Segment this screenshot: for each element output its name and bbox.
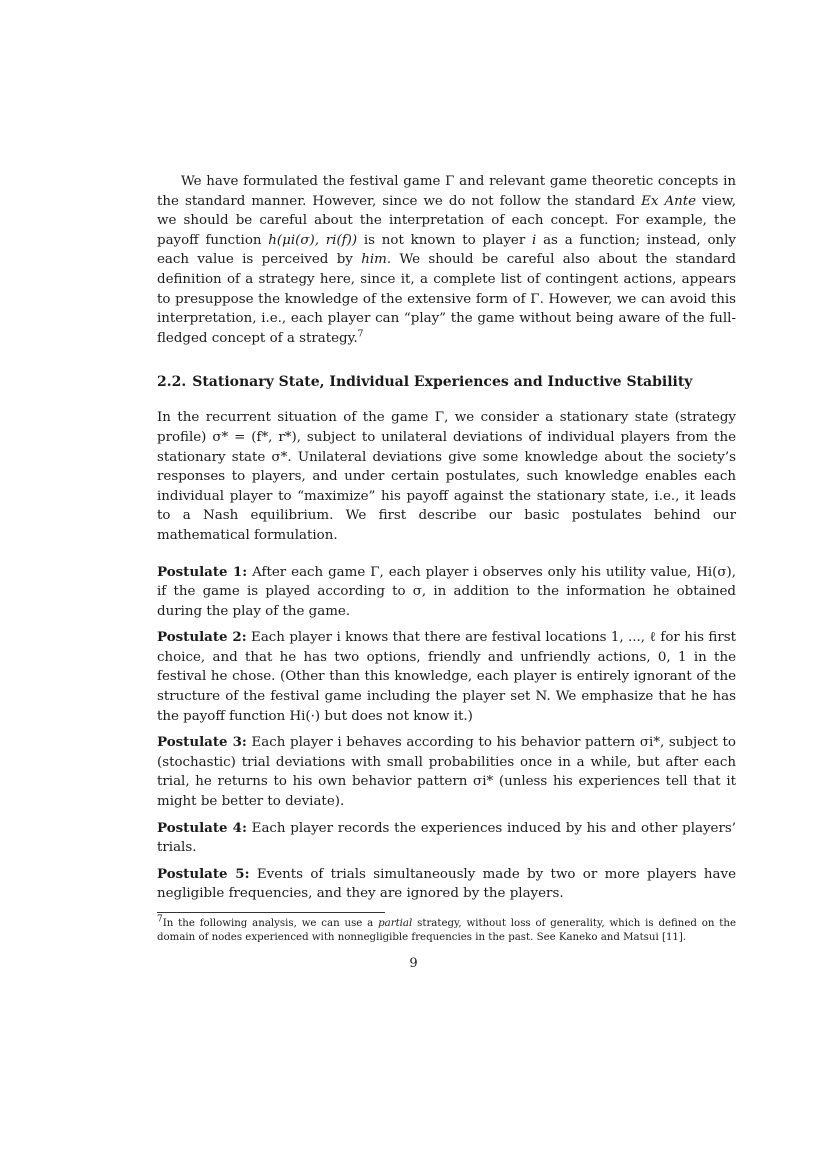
postulate-label: Postulate 3: xyxy=(157,734,247,751)
intro-paragraph: We have formulated the festival game Γ and relevant game theoretic concepts in the standard manner. However, since we do not follow the standard Ex Ante view, we should be careful about the interpretation of each concept. For example, the payoff function h(μi(σ), ri(f)) is not known to player i as a function; instead, only each value is perceived by him. We should be careful also about the standard definition of a strategy here, since it, a complete list of contingent actions, appears to presuppose the knowledge of the extensive form of Γ. However, we can avoid this interpretation, i.e., each player can “play” the game without being aware of the full-fledged concept of a strategy.$^7$ xyxy=(157,174,737,346)
page-number: 9 xyxy=(409,956,418,971)
section-number: 2.2. xyxy=(157,374,187,391)
section-heading xyxy=(157,374,736,390)
postulate-label: Postulate 5: xyxy=(157,865,250,882)
postulate-4 xyxy=(157,819,736,858)
page-body xyxy=(157,172,736,946)
section-title: Stationary State, Individual Experiences and Inductive Stability xyxy=(192,374,693,391)
postulate-text: Each player i knows that there are festival locations 1, ..., ℓ for his first choice, and that he has two options, friendly and unfriendly actions, 0, 1 in the festival he chose. (Other than this knowledge, each player is entirely ignorant of the structure of the festival game including the player set N. We emphasize that he has the payoff function Hi(·) but does not know it.) xyxy=(157,630,736,724)
footnote-marker: 7 xyxy=(357,329,364,340)
postulate-1 xyxy=(157,563,736,622)
footnote-divider xyxy=(157,912,385,913)
footnote: $^7$In the following analysis, we can use a partial strategy, without loss of generality, which is defined on the domain of nodes experienced with nonnegligible frequencies in the past. See Kaneko and Matsui [11]. xyxy=(157,914,736,944)
postulate-label: Postulate 4: xyxy=(157,819,247,836)
postulate-label: Postulate 1: xyxy=(157,563,248,580)
section-paragraph: In the recurrent situation of the game Γ, we consider a stationary state (strategy profile) σ* = (f*, r*), subject to unilateral deviations of individual players from the stationary state σ*. Unilateral deviations give some knowledge about the society’s responses to players, and under certain postulates, such knowledge enables each individual player to “maximize” his payoff against the stationary state, i.e., it leads to a Nash equilibrium. We first describe our basic postulates behind our mathematical formulation. xyxy=(157,410,736,543)
postulate-text: After each game Γ, each player i observes only his utility value, Hi(σ), if the game is played according to σ, in addition to the information he obtained during the play of the game. xyxy=(157,564,736,619)
postulate-label: Postulate 2: xyxy=(157,629,247,646)
postulate-text: Each player records the experiences induced by his and other players’ trials. xyxy=(157,820,736,856)
postulate-2 xyxy=(157,628,736,726)
postulate-text: Events of trials simultaneously made by two or more players have negligible frequencies, and they are ignored by the players. xyxy=(157,866,736,902)
postulate-text: Each player i behaves according to his behavior pattern σi*, subject to (stochastic) trial deviations with small probabilities once in a while, but after each trial, he returns to his own behavior pattern σi* (unless his experiences tell that it might be better to deviate). xyxy=(157,735,736,810)
postulate-3 xyxy=(157,733,736,811)
footnote-number: 7 xyxy=(157,914,163,925)
postulate-5 xyxy=(157,865,736,904)
